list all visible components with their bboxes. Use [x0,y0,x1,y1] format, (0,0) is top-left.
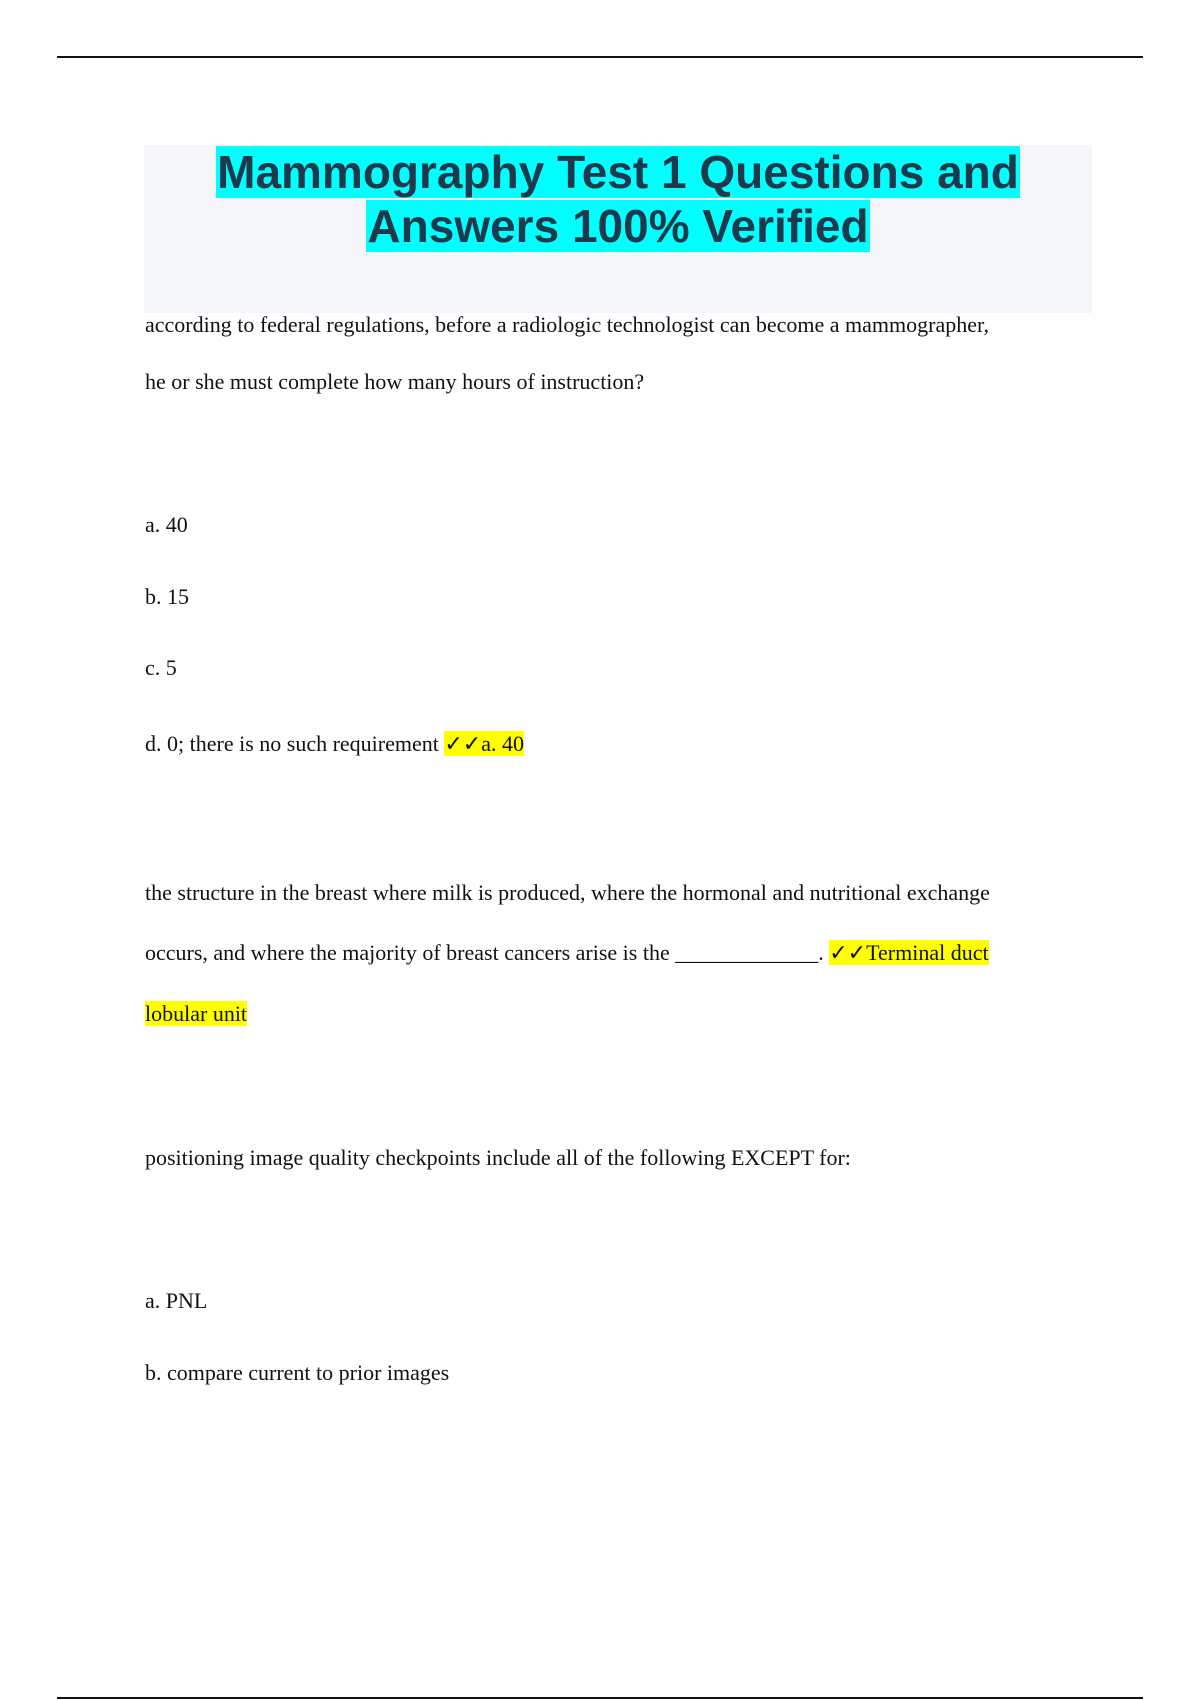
question-2-answer-part-1: ✓✓Terminal duct [829,940,989,965]
title-line-2: Answers 100% Verified [367,200,869,252]
question-2-answer-part-2: lobular unit [145,1001,248,1026]
question-1-line-1: according to federal regulations, before a radiologic technologist can become a mammographer, [145,312,989,337]
top-divider [57,56,1143,58]
question-1-option-b: b. 15 [145,584,189,609]
question-1-option-d: d. 0; there is no such requirement [145,731,439,756]
question-1-option-c: c. 5 [145,655,177,680]
question-1-option-d-row [145,731,524,757]
bottom-divider [57,1697,1143,1699]
question-1-line-2: he or she must complete how many hours of instruction? [145,369,645,394]
question-2-line-2: occurs, and where the majority of breast cancers arise is the _____________. [145,940,824,965]
question-2-line-2-row [145,940,989,966]
title-line-1: Mammography Test 1 Questions and [217,146,1019,198]
question-3-line-1: positioning image quality checkpoints include all of the following EXCEPT for: [145,1145,851,1170]
question-2-answer-row [145,1001,247,1027]
question-1-answer: ✓✓a. 40 [444,731,525,756]
question-1-option-a: a. 40 [145,512,188,537]
question-3-option-a: a. PNL [145,1288,208,1313]
title-block [144,145,1092,313]
page-title [144,145,1092,253]
question-2-line-1: the structure in the breast where milk is produced, where the hormonal and nutritional exchange [145,880,990,905]
question-3-option-b: b. compare current to prior images [145,1360,450,1385]
